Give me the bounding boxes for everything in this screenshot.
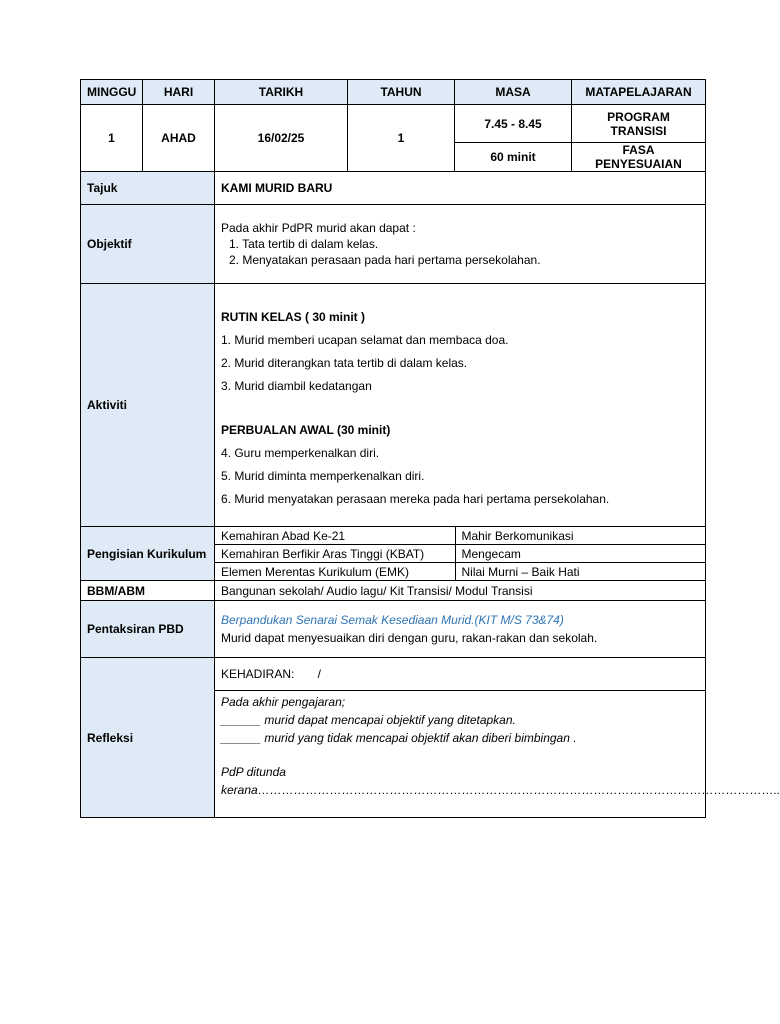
kurikulum-subrow xyxy=(215,563,705,581)
kurikulum-element: Elemen Merentas Kurikulum (EMK) xyxy=(215,563,455,581)
objektif-intro: Pada akhir PdPR murid akan dapat : xyxy=(221,221,416,235)
aktiviti-item: 1. Murid memberi ucapan selamat dan membaca doa. xyxy=(221,332,509,347)
aktiviti-item: 3. Murid diambil kedatangan xyxy=(221,378,372,393)
refleksi-line: ______ murid yang tidak mencapai objektif akan diberi bimbingan . xyxy=(221,731,577,745)
kerana-line: kerana………………………………………………………………………………………………………………….. xyxy=(221,783,780,797)
kurikulum-subrow xyxy=(215,545,705,563)
masa-header: MASA xyxy=(455,80,572,105)
kurikulum-element: Kemahiran Abad Ke-21 xyxy=(215,527,455,545)
minggu-value: 1 xyxy=(81,105,143,172)
aktiviti-item: 6. Murid menyatakan perasaan mereka pada hari pertama persekolahan. xyxy=(221,491,610,506)
kurikulum-subtable xyxy=(215,527,705,580)
tajuk-value: KAMI MURID BARU xyxy=(215,172,706,205)
kurikulum-element: Kemahiran Berfikir Aras Tinggi (KBAT) xyxy=(215,545,455,563)
tahun-value: 1 xyxy=(348,105,455,172)
header-row xyxy=(81,80,706,105)
hari-header: HARI xyxy=(143,80,215,105)
pbd-label: Pentaksiran PBD xyxy=(81,601,215,658)
masa-time: 7.45 - 8.45 xyxy=(455,105,572,143)
objektif-item: 2. Menyatakan perasaan pada hari pertama persekolahan. xyxy=(229,253,541,267)
pbd-content xyxy=(215,601,706,658)
tajuk-label: Tajuk xyxy=(81,172,215,205)
aktiviti-label: Aktiviti xyxy=(81,284,215,527)
lesson-plan-sheet xyxy=(80,79,780,818)
refleksi-line: ______ murid dapat mencapai objektif yang ditetapkan. xyxy=(221,713,516,727)
objektif-row xyxy=(81,205,706,284)
refleksi-content xyxy=(215,691,780,818)
aktiviti-content xyxy=(215,284,706,527)
info-row-1 xyxy=(81,105,706,143)
refleksi-line: Pada akhir pengajaran; xyxy=(221,695,346,709)
tarikh-header: TARIKH xyxy=(215,80,348,105)
bbm-label: BBM/ABM xyxy=(81,581,215,601)
matapelajaran-header: MATAPELAJARAN xyxy=(572,80,706,105)
objektif-label: Objektif xyxy=(81,205,215,284)
aktiviti-item: 2. Murid diterangkan tata tertib di dalam kelas. xyxy=(221,355,468,370)
kurikulum-label: Pengisian Kurikulum xyxy=(81,527,215,581)
hari-value: AHAD xyxy=(143,105,215,172)
objektif-item: 1. Tata tertib di dalam kelas. xyxy=(229,237,379,251)
kurikulum-subrow xyxy=(215,527,705,545)
aktiviti-item: 5. Murid diminta memperkenalkan diri. xyxy=(221,468,425,483)
pbd-reference: Berpandukan Senarai Semak Kesediaan Murid.(KIT M/S 73&74) xyxy=(221,613,564,627)
minggu-header: MINGGU xyxy=(81,80,143,105)
tajuk-row xyxy=(81,172,706,205)
kurikulum-value: Mengecam xyxy=(455,545,705,563)
pbd-row xyxy=(81,601,706,658)
kehadiran-field: KEHADIRAN: / xyxy=(215,658,706,691)
refleksi-label: Refleksi xyxy=(81,658,215,818)
tahun-header: TAHUN xyxy=(348,80,455,105)
pdp-ditunda: PdP ditunda xyxy=(221,765,286,779)
masa-duration: 60 minit xyxy=(455,143,572,172)
phase-value: FASA PENYESUAIAN xyxy=(572,143,706,172)
kurikulum-content xyxy=(215,527,706,581)
aktiviti-section-title: RUTIN KELAS ( 30 minit ) xyxy=(221,309,366,324)
tarikh-value: 16/02/25 xyxy=(215,105,348,172)
aktiviti-item: 4. Guru memperkenalkan diri. xyxy=(221,445,380,460)
kurikulum-value: Nilai Murni – Baik Hati xyxy=(461,564,580,579)
lesson-plan-table xyxy=(80,79,780,818)
kurikulum-row xyxy=(81,527,706,581)
subject-value: PROGRAM TRANSISI xyxy=(572,105,706,143)
bbm-value: Bangunan sekolah/ Audio lagu/ Kit Transisi/ Modul Transisi xyxy=(215,581,706,601)
bbm-row xyxy=(81,581,706,601)
aktiviti-row xyxy=(81,284,706,527)
aktiviti-section-title: PERBUALAN AWAL (30 minit) xyxy=(221,422,391,437)
objektif-content xyxy=(215,205,706,284)
kurikulum-value: Mahir Berkomunikasi xyxy=(455,527,705,545)
pbd-description: Murid dapat menyesuaikan diri dengan guru, rakan-rakan dan sekolah. xyxy=(221,631,598,645)
refleksi-row-1 xyxy=(81,658,706,691)
